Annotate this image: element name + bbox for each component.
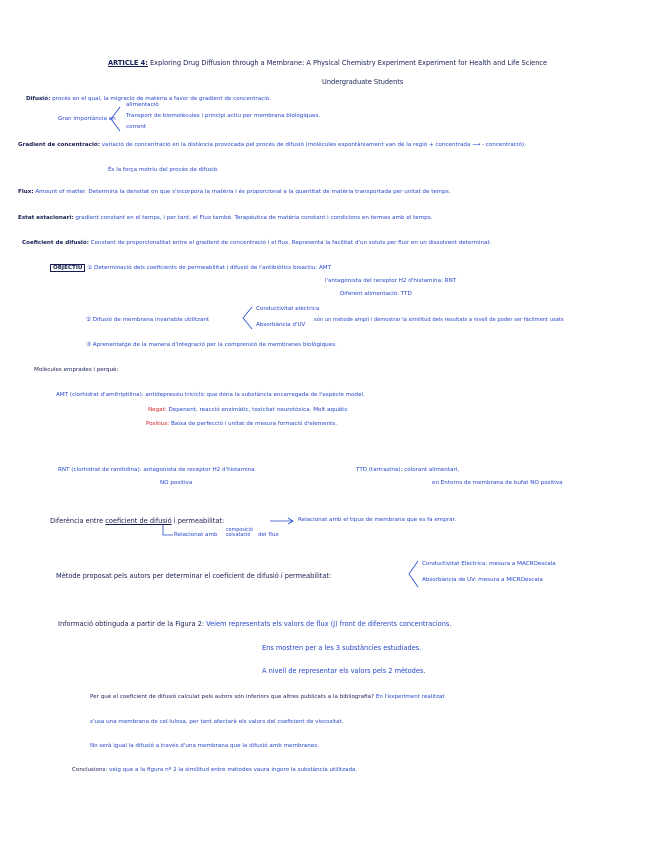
gradient-definition — [18, 142, 526, 149]
diferencia-lead: Diferència entre — [50, 517, 104, 525]
molecule-ttd: TTD (tartrazina): colorant alimentari, — [356, 467, 460, 473]
article-label: ARTICLE 4: — [108, 59, 148, 67]
objectiu-text-2: Difusió de membrana invariable utilitzant — [92, 317, 210, 323]
amt-pos-text: Baixa de perfecció i unitat de mesura formació d'elements. — [170, 421, 337, 427]
gradient-label: Gradient de concentració: — [18, 142, 100, 148]
importancia-brace-icon — [108, 106, 122, 132]
coeficient-text: Constant de proporcionalitat entre el gradient de concentració i el flux. Representa la facilitat d'un soluts per fluir en un dissolvent determinat. — [90, 240, 492, 246]
diferencia-sub — [174, 532, 217, 539]
amt-negatives — [148, 407, 348, 414]
informacio-lead: Informació obtinguda a partir de la Figura 2: — [58, 620, 205, 628]
objectiu-num-1: ① — [87, 265, 93, 271]
objectiu-point-1-line2: l'antagonista del receptor H2 d'histamina: RNT — [325, 278, 457, 284]
conclusions-line — [72, 767, 357, 774]
flux-label: Flux: — [18, 189, 34, 195]
objectiu-brace-icon — [240, 306, 254, 330]
importancia-item-2: Transport de biomolècules i principi actiu per membrana biològiques. — [126, 113, 321, 119]
molecule-rnt-line2: NO positiva — [160, 480, 193, 486]
metodes-brace-icon — [406, 560, 420, 588]
coeficient-definition — [22, 240, 491, 247]
objectiu-text-1: Determinació dels coeficients de permeabilitat i difusió de l'antibiòtics bioactiu: AMT — [94, 265, 332, 271]
diferencia-arrow-icon — [268, 515, 298, 527]
informacio-line-1: Veiem representats els valors de flux (J) front de diferents concentracions. — [206, 620, 452, 628]
objectiu-point-1-line3: Diferent alimentació: TTD — [340, 291, 412, 297]
objectiu-num-3: ③ — [86, 342, 92, 348]
conclusions-label: Conclusions: — [72, 767, 108, 773]
perque-line — [90, 694, 445, 701]
amt-positives — [146, 421, 337, 428]
molecule-amt: AMT (clorhidrat d'amitriptilina): antidepressiu tricíclic que dóna la substància encarregada de l'espècie model. — [56, 392, 365, 398]
conclusions-text: veig que a la figura nº 2 la similitud entre mètodes vaura ingoro la substància utilitzada. — [109, 767, 358, 773]
perque-answer-inline: En l'experiment realitzat — [375, 694, 445, 700]
article-title: Exploring Drug Diffusion through a Membrane: A Physical Chemistry Experiment Experiment for Health and Life Science — [150, 59, 548, 67]
diferencia-arrow-text: Relacionat amb el tipus de membrana que es fa emprar. — [298, 517, 457, 523]
perque-line-2: s'usa una membrana de cel·lulosa, per tant afectarà els valors del coeficient de viscositat. — [90, 719, 344, 725]
diferencia-sub-arrow-icon — [160, 524, 174, 540]
difusio-label: Difusió: — [26, 96, 51, 102]
amt-neg-text: Depenent, reacció enzimàtic, toxicitat neurotòxica. Molt aquàtic — [168, 407, 348, 413]
metodes-branch-2: Absorbància de UV: mesura a MICROescala — [422, 577, 543, 583]
objectiu-branch-1: Conductivitat elèctrica — [256, 306, 320, 312]
gradient-text: variació de concentració en la distància provocada pel procés de difusió (molècules espontàniament van de la regió + concentrada ⟶ - concentració). — [101, 142, 526, 148]
estat-text: gradient constant en el temps, i per tant, el Flux també. Terapèutica de matèria constant i condicions en termes amb el temps. — [75, 215, 433, 221]
diferencia-sub-branch: composició solvatació — [226, 528, 253, 538]
molecules-heading: Molècules emprades i perquè: — [34, 367, 119, 373]
perque-question: Per què el coeficient de difusió calculat pels autors són inferiors que altres publicats a la bibliografia? — [90, 694, 375, 700]
metodes-branch-1: Conductivitat Elèctrica: mesura a MACROescala — [422, 561, 556, 567]
objectiu-label: OBJECTIU — [50, 264, 85, 272]
molecule-rnt: RNT (clorhidrat de ranitidina): antagonista de receptor H2 d'histamina — [58, 467, 255, 473]
informacio-line — [58, 620, 451, 628]
objectiu-point-2 — [86, 317, 209, 324]
objectiu-branch-2: Absorbància d'UV — [256, 322, 306, 328]
objectiu-num-2: ② — [86, 317, 92, 323]
diferencia-line — [50, 517, 224, 525]
informacio-line-3: A nivell de representar els valors pels 2 mètodes. — [262, 667, 426, 675]
diferencia-term: coeficient de difusió — [105, 517, 172, 525]
molecule-ttd-line2: en Entorns de membrana de bufat NO positiva — [432, 480, 563, 486]
gradient-note: És la força motriu del procés de difusió. — [108, 167, 219, 173]
title-line — [108, 59, 547, 67]
importancia-item-3: corrent — [126, 124, 147, 130]
difusio-text: procés en el qual, la migració de matèria a favor de gradient de concentració. — [52, 96, 271, 102]
estat-definition — [18, 215, 432, 222]
objectiu-point-3 — [86, 342, 337, 349]
diferencia-sub-text: Relacionat amb — [174, 532, 218, 538]
amt-neg-label: Negat: — [148, 407, 167, 413]
informacio-line-2: Ens mostren per a les 3 substàncies estudiades. — [262, 644, 422, 652]
flux-definition — [18, 189, 451, 196]
amt-pos-label: Positius: — [146, 421, 170, 427]
perque-line-3: No serà igual la difusió a través d'una membrana que la difusió amb membranes. — [90, 743, 319, 749]
coeficient-label: Coeficient de difusió: — [22, 240, 89, 246]
diferencia-sub-tail: del flux — [258, 532, 279, 538]
objectiu-point-1 — [50, 265, 331, 272]
importancia-lead: Gran importància en — [58, 116, 116, 122]
estat-label: Estat estacionari: — [18, 215, 74, 221]
importancia-item-1: alimentació — [126, 102, 159, 108]
diferencia-mid: i permeabilitat: — [173, 517, 225, 525]
flux-text: Amount of matter. Determina la densitat on que s'incorpora la matèria i és proporcional a la quantitat de matèria transportada per unitat de temps. — [35, 189, 451, 195]
objectiu-point-2-tail: són un mètode ampli i demostrar la similitud dels resultats a nivell de poder ser fàcilment usats — [314, 317, 564, 323]
objectiu-text-3: Aprenentatge de la manera d'integració per la comprensió de membranes biològiques. — [92, 342, 337, 348]
title-line2: Undergraduate Students — [322, 78, 404, 86]
metodes-lead: Mètode proposat pels autors per determinar el coeficient de difusió i permeabilitat: — [56, 572, 332, 580]
